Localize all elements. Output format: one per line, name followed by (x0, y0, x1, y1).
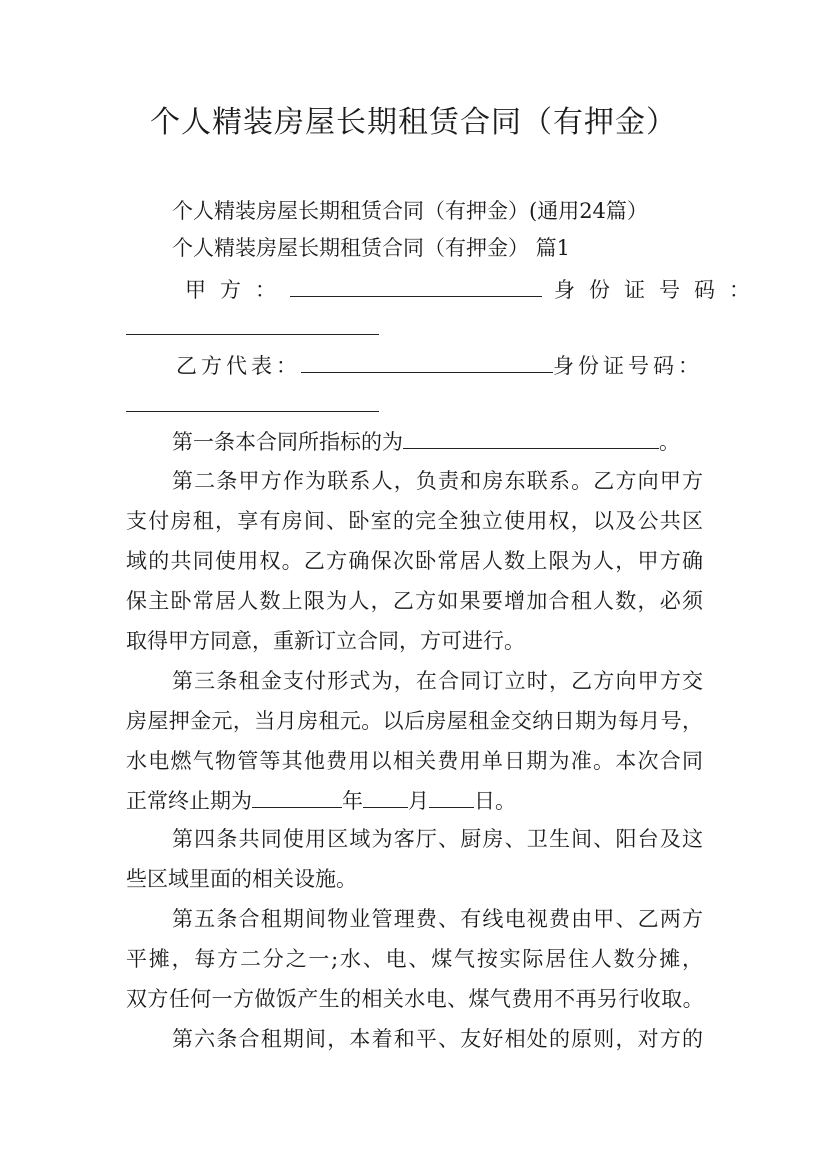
party-b-row (176, 351, 703, 381)
article-5-line-1: 第五条合租期间物业管理费、有线电视费由甲、乙两方 (172, 907, 703, 931)
article-5-line-3: 双方任何一方做饭产生的相关水电、煤气费用不再另行收取。 (126, 987, 703, 1011)
day-label: 日。 (474, 789, 516, 813)
article-2-line-2: 支付房租，享有房间、卧室的完全独立使用权，以及公共区 (126, 509, 703, 533)
article-3-line-2: 房屋押金元，当月房租元。以后房屋租金交纳日期为每月号， (126, 709, 703, 733)
document-subtitle: 个人精装房屋长期租赁合同（有押金）(通用24篇） (172, 199, 648, 223)
article-3-line-1: 第三条租金支付形式为，在合同订立时，乙方向甲方交 (172, 669, 703, 693)
article-2-line-3: 域的共同使用权。乙方确保次卧常居人数上限为人，甲方确 (126, 549, 703, 573)
party-a-name-blank[interactable] (290, 276, 542, 297)
article-5-line-2: 平摊，每方二分之一;水、电、煤气按实际居住人数分摊， (126, 947, 703, 971)
party-a-row (185, 275, 764, 305)
end-day-blank[interactable] (429, 787, 474, 808)
party-b-name-blank[interactable] (301, 352, 553, 373)
article-3-line-3: 水电燃气物管等其他费用以相关费用单日期为准。本次合同 (126, 749, 703, 773)
month-label: 月 (408, 789, 429, 813)
article-1-blank[interactable] (403, 428, 659, 449)
end-year-blank[interactable] (252, 787, 342, 808)
end-month-blank[interactable] (363, 787, 408, 808)
party-a-id-blank[interactable] (126, 334, 379, 335)
article-1-end: 。 (659, 430, 680, 454)
article-4-line-2: 些区域里面的相关设施。 (126, 867, 357, 891)
party-b-id-label: 身份证号码： (553, 354, 703, 378)
article-6-line-1: 第六条合租期间，本着和平、友好相处的原则，对方的 (172, 1027, 703, 1051)
article-3-end-date-label: 正常终止期为 (126, 789, 252, 813)
party-a-id-label: 身份证号码： (554, 278, 764, 302)
article-3-line-4 (126, 786, 703, 816)
article-2-line-5: 取得甲方同意，重新订立合同，方可进行。 (126, 629, 525, 653)
article-1-text: 第一条本合同所指标的为 (172, 430, 403, 454)
party-a-label: 甲方： (185, 278, 290, 302)
article-1 (172, 427, 703, 457)
party-b-label: 乙方代表： (176, 354, 301, 378)
article-4-line-1: 第四条共同使用区域为客厅、厨房、卫生间、阳台及这 (172, 827, 703, 851)
document-title: 个人精装房屋长期租赁合同（有押金） (150, 105, 677, 140)
year-label: 年 (342, 789, 363, 813)
party-b-id-blank[interactable] (126, 411, 379, 412)
article-2-line-1: 第二条甲方作为联系人，负责和房东联系。乙方向甲方 (172, 469, 703, 493)
chapter-heading: 个人精装房屋长期租赁合同（有押金） 篇1 (172, 236, 571, 260)
article-2-line-4: 保主卧常居人数上限为人，乙方如果要增加合租人数，必须 (126, 589, 703, 613)
